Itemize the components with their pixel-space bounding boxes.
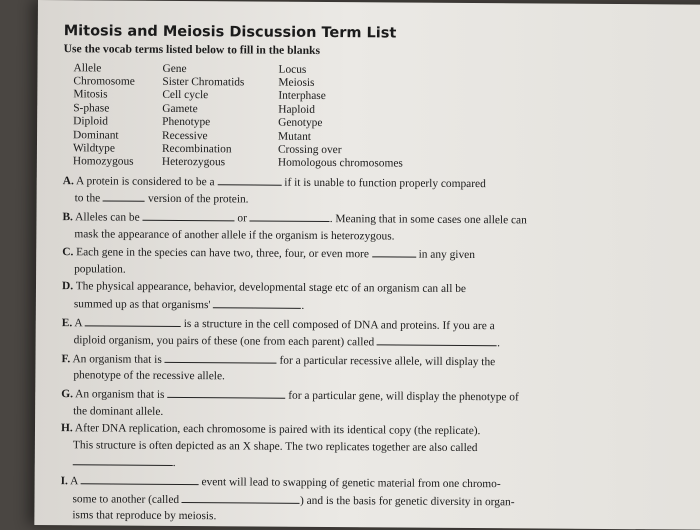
question-text: .: [301, 299, 305, 312]
question-text: After DNA replication, each chromosome is paired with its identical copy (the replicate).: [74, 422, 481, 438]
question-text: event will lead to swapping of genetic material from one chromo-: [201, 476, 501, 491]
answer-blank[interactable]: [165, 351, 277, 364]
question-text: .: [172, 457, 176, 470]
question-label: A.: [62, 175, 74, 188]
question-text: phenotype of the recessive allele.: [73, 369, 225, 383]
vocab-term: Mutant: [278, 130, 312, 143]
vocab-term: Recombination: [161, 142, 232, 156]
vocab-term: Meiosis: [278, 76, 315, 89]
question-text: Each gene in the species can have two, three, four, or even more: [76, 246, 369, 261]
question-text: population.: [74, 263, 126, 276]
worksheet-content: [60, 22, 683, 529]
question-text: A: [70, 475, 78, 488]
question-text: This structure is often depicted as an X shape. The two replicates together are also called: [72, 439, 478, 454]
answer-blank[interactable]: [213, 296, 301, 309]
vocab-term: Chromosome: [73, 75, 135, 88]
question-b: [62, 208, 682, 247]
vocab-term: Interphase: [278, 90, 326, 103]
question-h: [61, 420, 681, 475]
question-label: B.: [62, 211, 73, 224]
answer-blank[interactable]: [103, 190, 145, 202]
answer-blank[interactable]: [182, 491, 300, 504]
question-text: version of the protein.: [147, 193, 249, 206]
question-text: summed up as that organisms': [73, 298, 211, 312]
question-g: [61, 385, 681, 424]
question-text: in any given: [418, 248, 475, 262]
question-label: H.: [60, 422, 73, 435]
question-a: [63, 172, 683, 212]
vocab-term: Wildtype: [72, 142, 115, 155]
vocab-term: Haploid: [278, 103, 315, 116]
question-c: [62, 243, 682, 282]
question-label: G.: [61, 388, 74, 401]
vocab-term: Crossing over: [277, 143, 342, 157]
question-text: or: [237, 212, 247, 225]
vocab-term: Mitosis: [73, 88, 108, 101]
vocab-term: Cell cycle: [162, 89, 209, 102]
question-text: to the: [74, 192, 101, 205]
question-label: I.: [60, 475, 68, 488]
question-label: F.: [61, 352, 71, 366]
question-text: .: [497, 337, 500, 350]
question-text: the dominant allele.: [73, 404, 164, 418]
vocab-term: Gamete: [162, 102, 198, 115]
question-text: Alleles can be: [75, 211, 140, 224]
answer-blank[interactable]: [217, 173, 281, 185]
vocab-term: Locus: [278, 63, 307, 76]
question-text: . Meaning that in some cases one allele can: [329, 213, 527, 227]
vocab-term: Recessive: [162, 129, 208, 142]
question-text: ) and is the basis for genetic diversity in organ-: [299, 494, 515, 508]
question-f: [61, 350, 681, 389]
question-text: if it is unable to function properly compared: [284, 176, 486, 190]
question-text: diploid organism, you pairs of these (one from each parent) called: [73, 334, 375, 349]
answer-blank[interactable]: [143, 209, 235, 222]
question-text: An organism that is: [75, 388, 165, 401]
answer-blank[interactable]: [372, 246, 416, 258]
worksheet-page: [34, 0, 700, 530]
vocab-term-list: [73, 62, 684, 174]
vocab-term: Allele: [73, 61, 102, 75]
vocab-term: Genotype: [278, 116, 323, 130]
question-text: is a structure in the cell composed of DNA and proteins. If you are a: [183, 317, 495, 332]
question-e: [62, 314, 682, 354]
page-title: Mitosis and Meiosis Discussion Term List: [63, 23, 397, 42]
question-text: isms that reproduce by meiosis.: [72, 509, 217, 523]
vocab-term: S-phase: [73, 102, 110, 115]
answer-blank[interactable]: [250, 210, 330, 223]
answer-blank[interactable]: [167, 386, 285, 399]
question-text: for a particular gene, will display the phenotype of: [288, 389, 519, 404]
vocab-term: Phenotype: [162, 116, 211, 129]
vocab-term: Sister Chromatids: [162, 75, 245, 89]
answer-blank[interactable]: [73, 454, 173, 467]
vocab-term: Homologous chromosomes: [277, 157, 403, 170]
vocab-term: Dominant: [73, 128, 119, 142]
question-label: E.: [61, 316, 73, 329]
question-text: The physical appearance, behavior, developmental stage etc of an organism can all be: [75, 280, 467, 296]
answer-blank[interactable]: [81, 472, 199, 485]
question-text: mask the appearance of another allele if the organism is heterozygous.: [74, 227, 395, 243]
answer-blank[interactable]: [377, 334, 497, 347]
question-label: D.: [61, 280, 74, 293]
instructions: Use the vocab terms listed below to fill in the blanks: [63, 42, 321, 57]
vocab-term: Diploid: [73, 115, 109, 128]
question-text: An organism that is: [72, 353, 162, 366]
vocab-term: Homozygous: [72, 155, 134, 169]
question-label: C.: [62, 246, 74, 259]
vocab-term: Heterozygous: [161, 156, 226, 169]
question-d: [62, 279, 682, 318]
answer-blank[interactable]: [85, 314, 181, 327]
vocab-term: Gene: [162, 62, 187, 75]
question-i: [60, 472, 680, 528]
question-text: A protein is considered to be a: [75, 175, 215, 189]
question-text: for a particular recessive allele, will display the: [279, 354, 496, 368]
question-text: A: [74, 316, 83, 329]
question-text: some to another (called: [72, 492, 180, 506]
